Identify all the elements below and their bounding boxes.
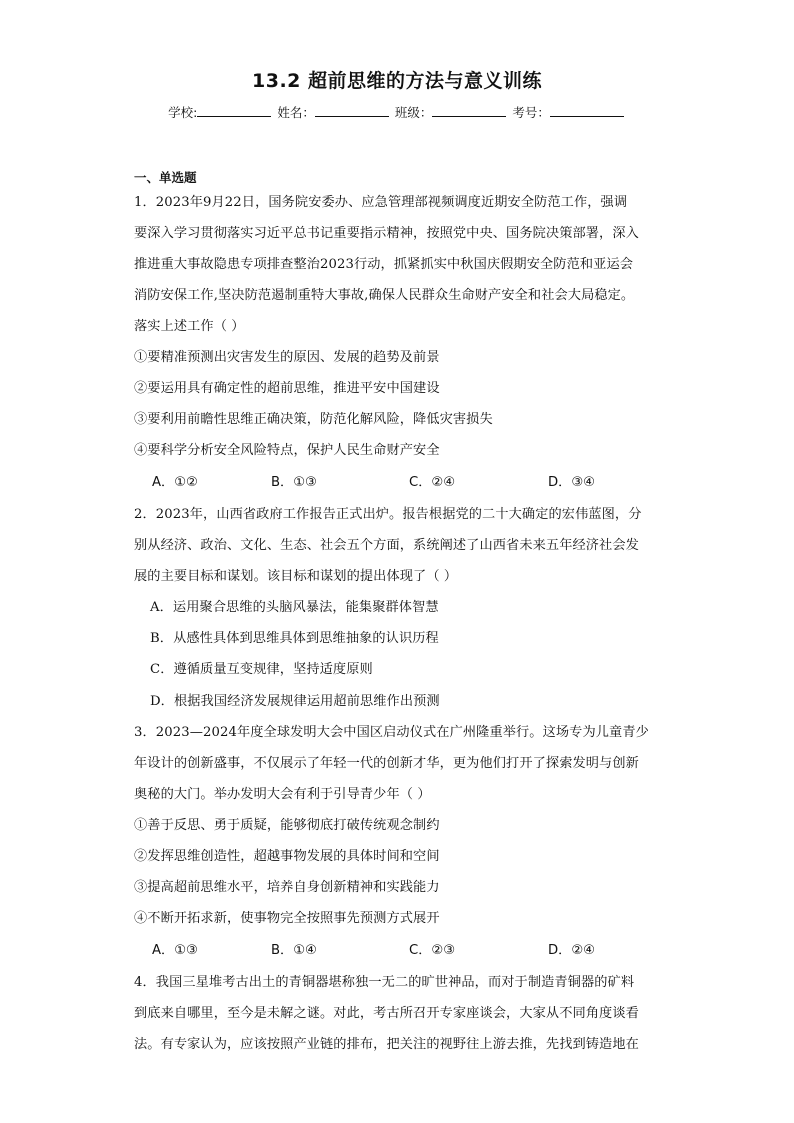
class-blank[interactable]	[432, 104, 506, 117]
statement-item: ②要运用具有确定性的超前思维，推进平安中国建设	[134, 381, 440, 396]
question-text-line: 落实上述工作（ ）	[134, 319, 245, 334]
question-text-line: 到底来自哪里，至今是未解之谜。对此，考古所召开专家座谈会，大家从不同角度谈看	[134, 1006, 639, 1021]
id-label: 考号：	[512, 105, 550, 120]
question-text-line: 消防安保工作,坚决防范遏制重特大事故,确保人民群众生命财产安全和社会大局稳定。	[134, 288, 635, 303]
id-blank[interactable]	[550, 104, 624, 117]
statement-item: ①善于反思、勇于质疑，能够彻底打破传统观念制约	[134, 818, 440, 833]
option-b[interactable]: B．从感性具体到思维具体到思维抽象的认识历程	[150, 631, 439, 646]
choice-b[interactable]: B．①③	[271, 475, 317, 490]
question-text-line: 2．2023年，山西省政府工作报告正式出炉。报告根据党的二十大确定的宏伟蓝图，分	[134, 507, 642, 522]
name-label: 姓名：	[277, 105, 315, 120]
question-text-line: 推进重大事故隐患专项排查整治2023行动，抓紧抓实中秋国庆假期安全防范和亚运会	[134, 257, 634, 272]
school-label: 学校:	[168, 105, 198, 120]
question-text-line: 3．2023—2024年度全球发明大会中国区启动仪式在广州隆重举行。这场专为儿童青少	[134, 725, 649, 740]
name-blank[interactable]	[315, 104, 389, 117]
choice-d[interactable]: D．③④	[548, 475, 595, 490]
question-text-line: 1．2023年9月22日，国务院安委办、应急管理部视频调度近期安全防范工作，强调	[134, 195, 628, 210]
choice-d[interactable]: D．②④	[548, 943, 595, 958]
question-text-line: 4．我国三星堆考古出土的青铜器堪称独一无二的旷世神品，而对于制造青铜器的矿料	[134, 975, 635, 990]
choice-b[interactable]: B．①④	[271, 943, 317, 958]
student-info-line	[0, 103, 794, 121]
statement-item: ②发挥思维创造性，超越事物发展的具体时间和空间	[134, 849, 440, 864]
page-title: 13.2 超前思维的方法与意义训练	[252, 70, 542, 92]
section-heading: 一、单选题	[134, 170, 197, 185]
question-text-line: 法。有专家认为，应该按照产业链的排布，把关注的视野往上游去推，先找到铸造地在	[134, 1037, 639, 1052]
statement-item: ④要科学分析安全风险特点，保护人民生命财产安全	[134, 443, 440, 458]
choice-c[interactable]: C．②③	[409, 943, 456, 958]
choice-a[interactable]: A．①③	[152, 943, 198, 958]
statement-item: ③提高超前思维水平，培养自身创新精神和实践能力	[134, 880, 440, 895]
choice-a[interactable]: A．①②	[152, 475, 198, 490]
statement-item: ③要利用前瞻性思维正确决策，防范化解风险，降低灾害损失	[134, 412, 493, 427]
statement-item: ①要精准预测出灾害发生的原因、发展的趋势及前景	[134, 350, 440, 365]
choice-c[interactable]: C．②④	[409, 475, 456, 490]
option-d[interactable]: D．根据我国经济发展规律运用超前思维作出预测	[150, 694, 440, 709]
school-blank[interactable]	[197, 104, 271, 117]
option-c[interactable]: C．遵循质量互变规律，坚持适度原则	[150, 662, 373, 677]
question-text-line: 要深入学习贯彻落实习近平总书记重要指示精神，按照党中央、国务院决策部署，深入	[134, 226, 639, 241]
class-label: 班级：	[394, 105, 433, 120]
question-text-line: 别从经济、政治、文化、生态、社会五个方面，系统阐述了山西省未来五年经济社会发	[134, 538, 639, 553]
question-text-line: 展的主要目标和谋划。该目标和谋划的提出体现了（ ）	[134, 569, 458, 584]
question-text-line: 年设计的创新盛事，不仅展示了年轻一代的创新才华，更为他们打开了探索发明与创新	[134, 756, 639, 771]
option-a[interactable]: A．运用聚合思维的头脑风暴法，能集聚群体智慧	[150, 600, 439, 615]
question-text-line: 奥秘的大门。举办发明大会有利于引导青少年（ ）	[134, 787, 431, 802]
statement-item: ④不断开拓求新，使事物完全按照事先预测方式展开	[134, 911, 440, 926]
